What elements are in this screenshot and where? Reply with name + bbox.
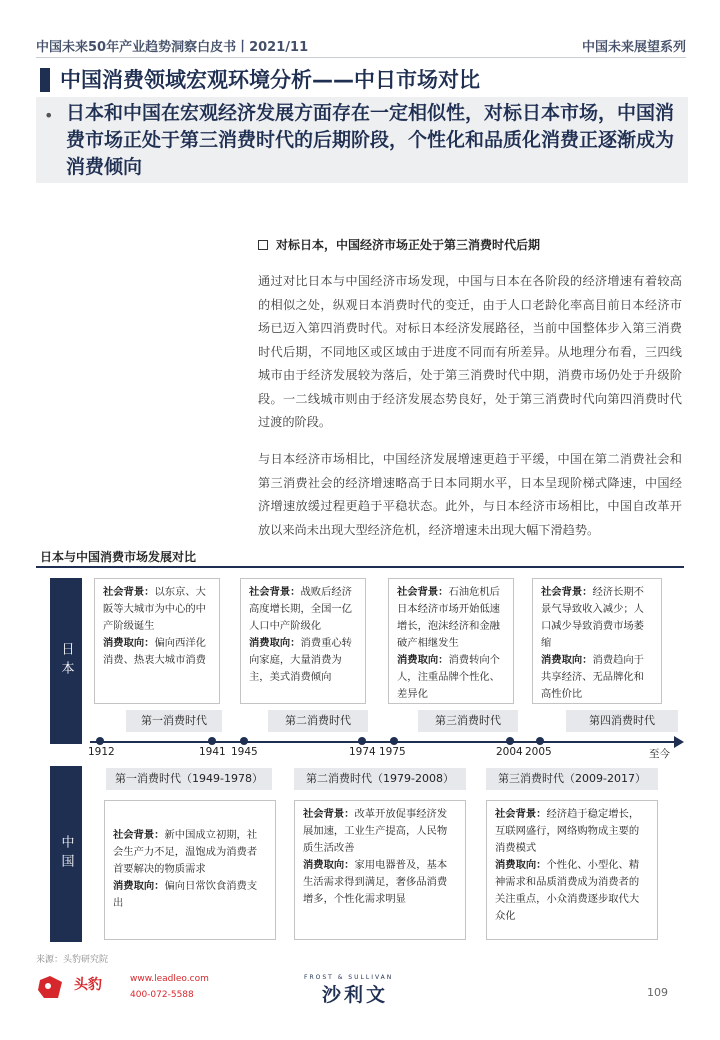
japan-era-4-trend: 消费趋向于共享经济、无品牌化和高性价比 <box>541 654 644 700</box>
page-number: 109 <box>647 986 668 999</box>
china-era-3-box <box>486 800 658 940</box>
china-era-3-label: 第三消费时代（2009-2017） <box>486 768 658 790</box>
bg-key: 社会背景： <box>541 586 593 598</box>
china-era-1-trend: 偏向日常饮食消费支出 <box>113 880 258 909</box>
timeline-dot <box>240 737 248 745</box>
japan-era-3-background: 石油危机后日本经济市场开始低速增长，泡沫经济和金融破产相继发生 <box>397 586 500 649</box>
timeline-arrow-icon <box>674 736 684 748</box>
japan-era-4-label: 第四消费时代 <box>566 710 678 732</box>
paragraph-2: 与日本经济市场相比，中国经济发展增速更趋于平缓，中国在第二消费社会和第三消费社会的经济增速略高于日本同期水平，日本呈现阶梯式降速，中国经济增速放缓过程更趋于平稳状态。此外，与日本经济市场相比，中国自改革开放以来尚未出现大型经济危机，经济增速未出现大幅下滑趋势。 <box>258 452 682 537</box>
key-point-text: 日本和中国在宏观经济发展方面存在一定相似性，对标日本市场，中国消费市场正处于第三消费时代的后期阶段，个性化和品质化消费正逐渐成为消费倾向 <box>66 102 675 178</box>
tr-key: 消费取向： <box>495 859 547 871</box>
china-era-1-background: 新中国成立初期，社会生产力不足，温饱成为消费者首要解决的物质需求 <box>113 829 258 875</box>
japan-era-1-background: 以东京、大阪等大城市为中心的中产阶级诞生 <box>103 586 206 632</box>
timeline-dot <box>506 737 514 745</box>
timeline-dot <box>96 737 104 745</box>
tr-key: 消费取向： <box>103 637 155 649</box>
title-accent-bar <box>40 68 50 92</box>
china-era-2-box <box>294 800 466 940</box>
year-label: 2004 <box>496 746 523 758</box>
japan-era-4-background: 经济长期不景气导致收入减少；人口减少导致消费市场萎缩 <box>541 586 644 649</box>
tr-key: 消费取向： <box>249 637 301 649</box>
header-left: 中国未来50年产业趋势洞察白皮书丨2021/11 <box>36 40 309 55</box>
bg-key: 社会背景： <box>303 808 355 820</box>
japan-era-2-label: 第二消费时代 <box>268 710 368 732</box>
figure-top-rule <box>36 566 684 568</box>
japan-era-3-label: 第三消费时代 <box>418 710 518 732</box>
bg-key: 社会背景： <box>249 586 301 598</box>
china-era-2-label: 第二消费时代（1979-2008） <box>294 768 466 790</box>
bg-key: 社会背景： <box>397 586 449 598</box>
source-note: 来源：头豹研究院 <box>36 955 109 965</box>
year-label: 1912 <box>88 746 115 758</box>
japan-era-2-box <box>240 578 366 704</box>
japan-era-2-background: 战败后经济高度增长期，全国一亿人口中产阶级化 <box>249 586 352 632</box>
timeline-axis <box>90 741 680 743</box>
year-label: 1941 <box>199 746 226 758</box>
bg-key: 社会背景： <box>113 829 165 841</box>
header-divider <box>36 57 686 58</box>
timeline-dot <box>390 737 398 745</box>
bg-key: 社会背景： <box>495 808 547 820</box>
paragraph-1: 通过对比日本与中国经济市场发现，中国与日本在各阶段的经济增速有着较高的相似之处，纵观日本消费时代的变迁，由于人口老龄化率高目前日本经济市场已迈入第四消费时代。对标日本经济发展路径，当前中国整体步入第三消费时代后期，不同地区或区域由于进度不同而有所差异。从地理分布看，三四线城市由于经济发展较为落后，处于第三消费时代中期，消费市场仍处于升级阶段。一二线城市则由于经济发展态势良好，处于第三消费时代向第四消费时代过渡的阶段。 <box>258 274 682 429</box>
japan-era-1-trend: 偏向西洋化消费、热衷大城市消费 <box>103 637 206 666</box>
japan-era-2-trend: 消费重心转向家庭，大量消费为主，美式消费倾向 <box>249 637 352 683</box>
japan-era-3-box <box>388 578 514 704</box>
figure-title: 日本与中国消费市场发展对比 <box>40 550 197 564</box>
china-era-3-trend: 个性化、小型化、精神需求和品质消费成为消费者的关注重点，小众消费逐步取代大众化 <box>495 859 640 922</box>
tr-key: 消费取向： <box>303 859 355 871</box>
china-era-3-background: 经济趋于稳定增长，互联网盛行，网络购物成主要的消费模式 <box>495 808 640 854</box>
china-era-2-trend: 家用电器普及，基本生活需求得到满足，奢侈品消费增多，个性化需求明显 <box>303 859 448 905</box>
frost-sullivan-wordmark: FROST & SULLIVAN <box>304 974 394 981</box>
year-label: 至今 <box>649 748 670 760</box>
leadleo-url[interactable]: www.leadleo.com <box>130 974 209 984</box>
timeline-dot <box>358 737 366 745</box>
checkbox-square-icon <box>258 240 268 250</box>
japan-era-1-box <box>94 578 220 704</box>
tr-key: 消费取向： <box>113 880 165 892</box>
china-era-1-box <box>104 800 276 940</box>
page-title: 中国消费领域宏观环境分析——中日市场对比 <box>60 68 480 92</box>
year-label: 1974 <box>349 746 376 758</box>
japan-era-1-label: 第一消费时代 <box>126 710 222 732</box>
tr-key: 消费取向： <box>397 654 449 666</box>
leadleo-phone: 400-072-5588 <box>130 990 194 1000</box>
year-label: 1945 <box>231 746 258 758</box>
year-label: 1975 <box>379 746 406 758</box>
japan-row-label: 日本 <box>50 578 82 744</box>
japan-era-3-trend: 消费转向个人，注重品牌个性化、差异化 <box>397 654 500 700</box>
header-right: 中国未来展望系列 <box>581 40 686 55</box>
china-era-2-background: 改革开放促事经济发展加速，工业生产提高，人民物质生活改善 <box>303 808 448 854</box>
frost-sullivan-logo: 沙利文 <box>322 984 389 1006</box>
leadleo-brand: 头豹 <box>74 977 102 993</box>
tr-key: 消费取向： <box>541 654 593 666</box>
china-era-1-label: 第一消费时代（1949-1978） <box>106 768 272 790</box>
section-subheading: 对标日本，中国经济市场正处于第三消费时代后期 <box>276 238 541 252</box>
bullet-dot-icon: • <box>44 106 54 125</box>
leadleo-logo-icon <box>36 972 66 1002</box>
bg-key: 社会背景： <box>103 586 155 598</box>
japan-era-4-box <box>532 578 662 704</box>
year-label: 2005 <box>525 746 552 758</box>
china-row-label: 中国 <box>50 766 82 942</box>
timeline-dot <box>208 737 216 745</box>
timeline-dot <box>536 737 544 745</box>
